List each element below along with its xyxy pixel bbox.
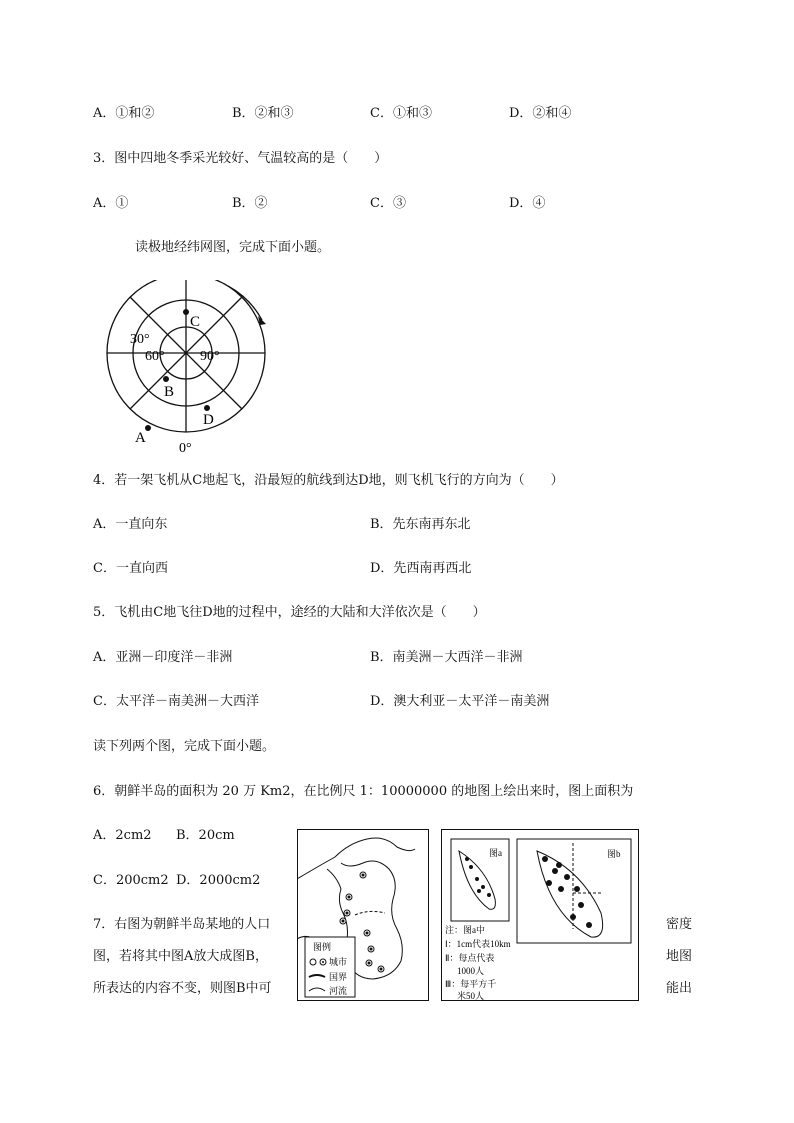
label-a: A [135,430,146,446]
question-4-stem: 4．若一架飞机从C地起飞，沿最短的航线到达D地，则飞机飞行的方向为（ ） [93,473,564,488]
q7-line2-right: 地图 [666,949,693,964]
label-map-b: 图b [607,849,621,859]
q3-option-b: B．② [232,196,268,211]
q7-line2-left: 图，若将其中图A放大成图B， [93,949,268,964]
q4-option-d: D．先西南再西北 [370,561,472,576]
q7-line1-right: 密度 [666,917,693,932]
legend-title: 图例 [313,942,332,952]
q6-option-d: D．2000cm2 [176,873,261,888]
q4-option-c: C．一直向西 [93,561,168,576]
q6-option-c: C．200cm2 [93,873,169,888]
q6-option-a: A．2cm2 [93,828,152,843]
q7-line1-left: 7．右图为朝鲜半岛某地的人口 [93,917,271,932]
q7-line3-right: 能出 [666,981,693,996]
point-a-dot [145,425,151,431]
q5-option-c: C．太平洋－南美洲－大西洋 [93,694,259,709]
option-a: A．①和② [93,106,155,121]
label-60: 60° [145,349,165,364]
q7-line3-left: 所表达的内容不变，则图B中可 [93,981,272,996]
label-30: 30° [130,332,150,347]
q3-option-a: A．① [93,196,129,211]
q3-option-c: C．③ [370,196,406,211]
population-density-map [441,829,639,1001]
legend-river: 河流 [329,986,348,996]
label-b: B [164,384,175,400]
q5-option-b: B．南美洲－大西洋－非洲 [370,650,523,665]
note-line-1: 注：图a中 [445,925,485,935]
point-c-dot [183,309,189,315]
label-0: 0° [179,441,192,455]
question-3-stem: 3．图中四地冬季采光较好、气温较高的是（ ） [93,151,388,166]
option-d: D．②和④ [509,106,572,121]
q5-option-d: D．澳大利亚－太平洋－南美洲 [370,694,550,709]
q6-option-b: B．20cm [176,828,235,843]
note-line-5: Ⅲ：每平方千 [445,979,497,989]
label-c: C [190,314,201,330]
polar-grid-map [100,280,280,455]
q3-option-d: D．④ [509,196,546,211]
q4-option-b: B．先东南再东北 [370,517,471,532]
note-line-4: 1000人 [457,966,485,976]
label-map-a: 图a [489,848,502,858]
point-b-dot [163,376,169,382]
legend-border: 国界 [329,972,348,982]
q5-option-a: A．亚洲－印度洋－非洲 [93,650,233,665]
legend-city: 城市 [329,957,348,967]
option-c: C．①和③ [370,106,432,121]
label-90: 90° [200,349,220,364]
note-line-6: 米50人 [457,991,485,1001]
q4-option-a: A．一直向东 [93,517,168,532]
point-d-dot [204,405,210,411]
two-maps-intro: 读下列两个图，完成下面小题。 [93,739,276,754]
label-d: D [203,412,214,428]
note-line-3: Ⅱ：每点代表 [445,953,495,963]
polar-intro: 读极地经纬网图，完成下面小题。 [135,240,331,255]
question-6-stem: 6．朝鲜半岛的面积为 20 万 Km2，在比例尺 1：10000000 的地图上绘出来时，图上面积为 [93,784,634,799]
note-line-2: Ⅰ：1cm代表10km [445,939,511,949]
option-b: B．②和③ [232,106,294,121]
korea-peninsula-map [297,829,429,1001]
question-5-stem: 5．飞机由C地飞往D地的过程中，途经的大陆和大洋依次是（ ） [93,605,486,620]
